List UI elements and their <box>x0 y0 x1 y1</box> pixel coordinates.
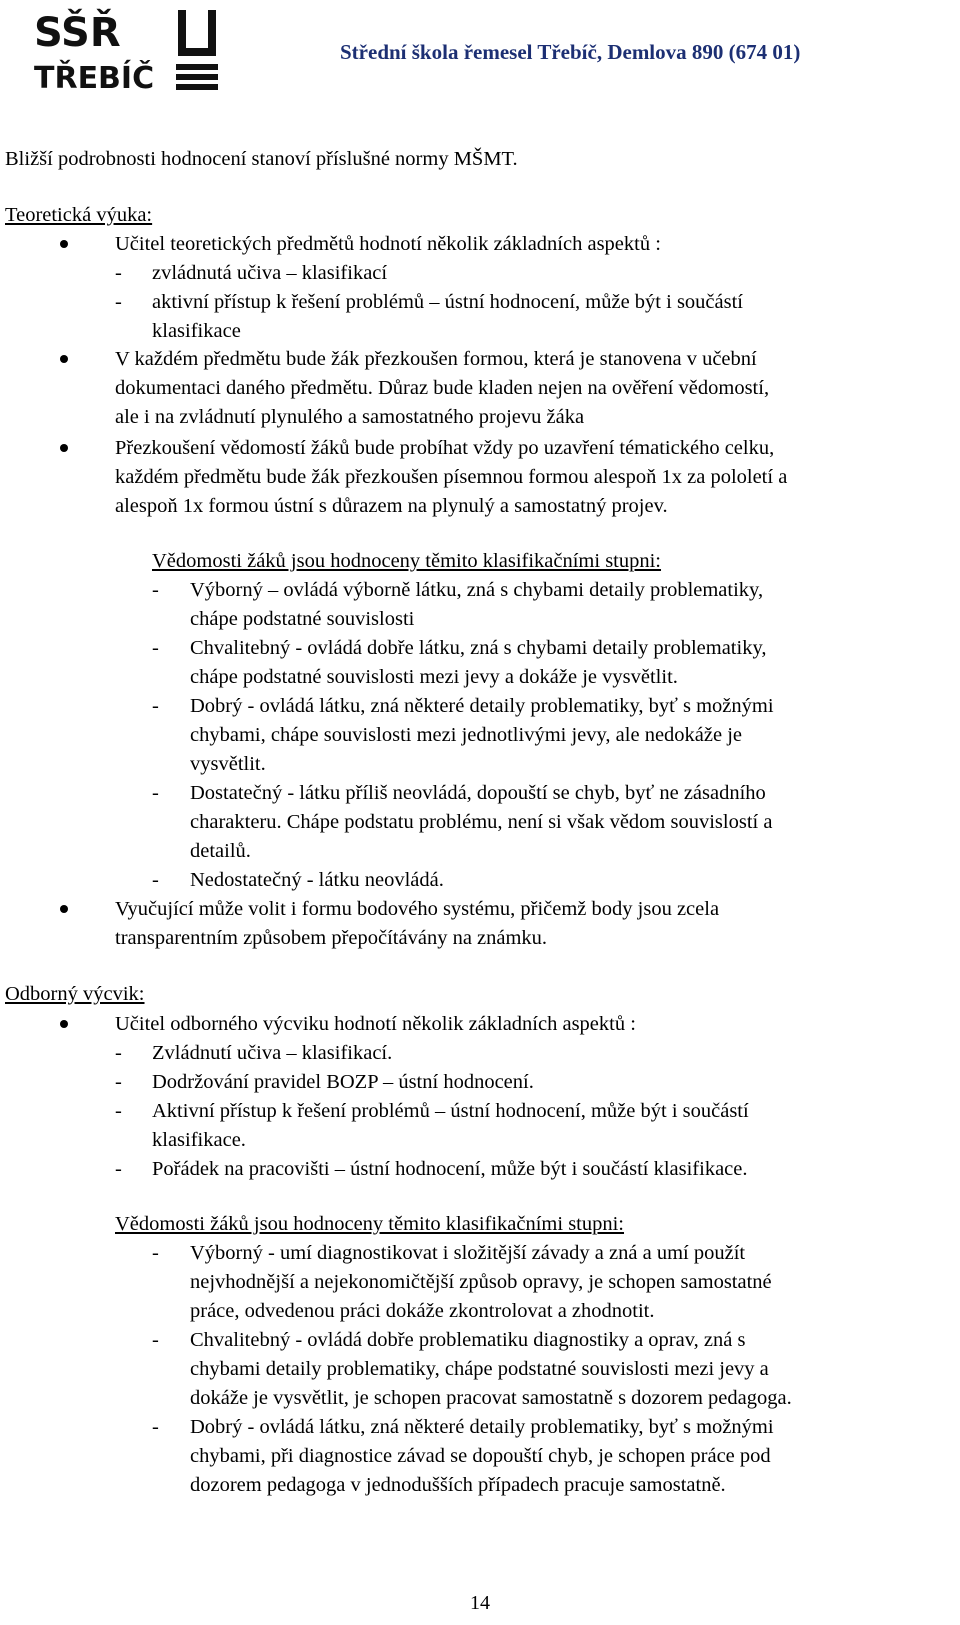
theory-bullet-2: V každém předmětu bude žák přezkoušen formou, která je stanovena v učební <box>115 348 757 370</box>
practice-aspect-2: Dodržování pravidel BOZP – ústní hodnocení. <box>152 1071 534 1093</box>
dash: - <box>115 1071 122 1093</box>
dash: - <box>115 1042 122 1064</box>
theory-aspect-1: zvládnutá učiva – klasifikací <box>152 262 388 284</box>
practice-grade-1: Výborný - umí diagnostikovat i složitější závady a zná a umí použít <box>190 1242 746 1264</box>
theory-bullet-1: Učitel teoretických předmětů hodnotí několik základních aspektů : <box>115 233 661 255</box>
theory-bullet-4: Vyučující může volit i formu bodového systému, přičemž body jsou zcela <box>115 898 720 920</box>
bullet-icon <box>60 240 68 248</box>
dash: - <box>115 1158 122 1180</box>
svg-text:TŘEBÍČ: TŘEBÍČ <box>34 61 155 96</box>
theory-bullet-2-cont: ale i na zvládnutí plynulého a samostatného projevu žáka <box>115 406 585 428</box>
dash: - <box>115 262 122 284</box>
dash: - <box>152 1416 159 1438</box>
theory-grade-4: Dostatečný - látku příliš neovládá, dopouští se chyb, byť ne zásadního <box>190 782 766 804</box>
theory-heading: Teoretická výuka: <box>5 204 153 226</box>
practice-grade-1-cont: práce, odvedenou práci dokáže zkontrolovat a zhodnotit. <box>190 1300 655 1322</box>
dash: - <box>152 869 159 891</box>
bullet-icon <box>60 444 68 452</box>
theory-aspect-2-cont: klasifikace <box>152 320 241 342</box>
theory-aspect-2: aktivní přístup k řešení problémů – ústní hodnocení, může být i součástí <box>152 291 743 313</box>
theory-grade-4-cont: detailů. <box>190 840 251 862</box>
practice-grade-2: Chvalitebný - ovládá dobře problematiku diagnostiky a oprav, zná s <box>190 1329 746 1351</box>
theory-grade-1: Výborný – ovládá výborně látku, zná s chybami detaily problematiky, <box>190 579 764 601</box>
practice-grade-3-cont: dozorem pedagoga v jednodušších případech pracuje samostatně. <box>190 1474 726 1496</box>
dash: - <box>152 695 159 717</box>
dash: - <box>115 291 122 313</box>
theory-grade-1-cont: chápe podstatné souvislosti <box>190 608 415 630</box>
bullet-icon <box>60 905 68 913</box>
theory-bullet-3-cont: každém předmětu bude žák přezkoušen písemnou formou alespoň 1x za pololetí a <box>115 466 788 488</box>
practice-grade-3-cont: chybami, při diagnostice závad se dopouští chyb, je schopen práce pod <box>190 1445 771 1467</box>
theory-grade-2-cont: chápe podstatné souvislosti mezi jevy a dokáže je vysvětlit. <box>190 666 678 688</box>
dash: - <box>152 1242 159 1264</box>
school-logo <box>28 4 228 96</box>
school-name: Střední škola řemesel Třebíč, Demlova 890 (674 01) <box>340 40 801 64</box>
practice-grade-1-cont: nejvhodnější a nejekonomičtější způsob opravy, je schopen samostatné <box>190 1271 772 1293</box>
practice-aspect-3-cont: klasifikace. <box>152 1129 246 1151</box>
practice-grade-2-cont: dokáže je vysvětlit, je schopen pracovat samostatně s dozorem pedagoga. <box>190 1387 792 1409</box>
dash: - <box>115 1100 122 1122</box>
dash: - <box>152 637 159 659</box>
theory-grade-4-cont: charakteru. Chápe podstatu problému, není si však vědom souvislostí a <box>190 811 773 833</box>
practice-aspect-3: Aktivní přístup k řešení problémů – ústní hodnocení, může být i součástí <box>152 1100 749 1122</box>
practice-bullet-1: Učitel odborného výcviku hodnotí několik základních aspektů : <box>115 1013 636 1035</box>
theory-grade-2: Chvalitebný - ovládá dobře látku, zná s chybami detaily problematiky, <box>190 637 767 659</box>
theory-bullet-3-cont: alespoň 1x formou ústní s důrazem na plynulý a samostatný projev. <box>115 495 668 517</box>
theory-grade-3-cont: vysvětlit. <box>190 753 266 775</box>
theory-grade-5: Nedostatečný - látku neovládá. <box>190 869 444 891</box>
theory-bullet-3: Přezkoušení vědomostí žáků bude probíhat vždy po uzavření tématického celku, <box>115 437 775 459</box>
practice-grade-3: Dobrý - ovládá látku, zná některé detaily problematiky, byť s možnými <box>190 1416 774 1438</box>
practice-heading: Odborný výcvik: <box>5 983 145 1005</box>
page-number: 14 <box>470 1592 490 1614</box>
practice-aspect-1: Zvládnutí učiva – klasifikací. <box>152 1042 393 1064</box>
dash: - <box>152 782 159 804</box>
bullet-icon <box>60 355 68 363</box>
theory-bullet-2-cont: dokumentaci daného předmětu. Důraz bude kladen nejen na ověření vědomostí, <box>115 377 770 399</box>
page-header <box>20 0 940 100</box>
practice-grade-2-cont: chybami detaily problematiky, chápe podstatné souvislosti mezi jevy a <box>190 1358 769 1380</box>
dash: - <box>152 1329 159 1351</box>
dash: - <box>152 579 159 601</box>
theory-bullet-4-cont: transparentním způsobem přepočítávány na známku. <box>115 927 548 949</box>
theory-grade-3-cont: chybami, chápe souvislosti mezi jednotlivými jevy, ale nedokáže je <box>190 724 743 746</box>
practice-grades-heading: Vědomosti žáků jsou hodnoceny těmito klasifikačními stupni: <box>115 1213 625 1235</box>
bullet-icon <box>60 1020 68 1028</box>
theory-grade-3: Dobrý - ovládá látku, zná některé detaily problematiky, byť s možnými <box>190 695 774 717</box>
svg-text:SŠŘ: SŠŘ <box>34 10 121 56</box>
theory-grades-heading: Vědomosti žáků jsou hodnoceny těmito klasifikačními stupni: <box>152 550 662 572</box>
intro-text: Bližší podrobnosti hodnocení stanoví příslušné normy MŠMT. <box>5 148 518 170</box>
practice-aspect-4: Pořádek na pracovišti – ústní hodnocení, může být i součástí klasifikace. <box>152 1158 748 1180</box>
